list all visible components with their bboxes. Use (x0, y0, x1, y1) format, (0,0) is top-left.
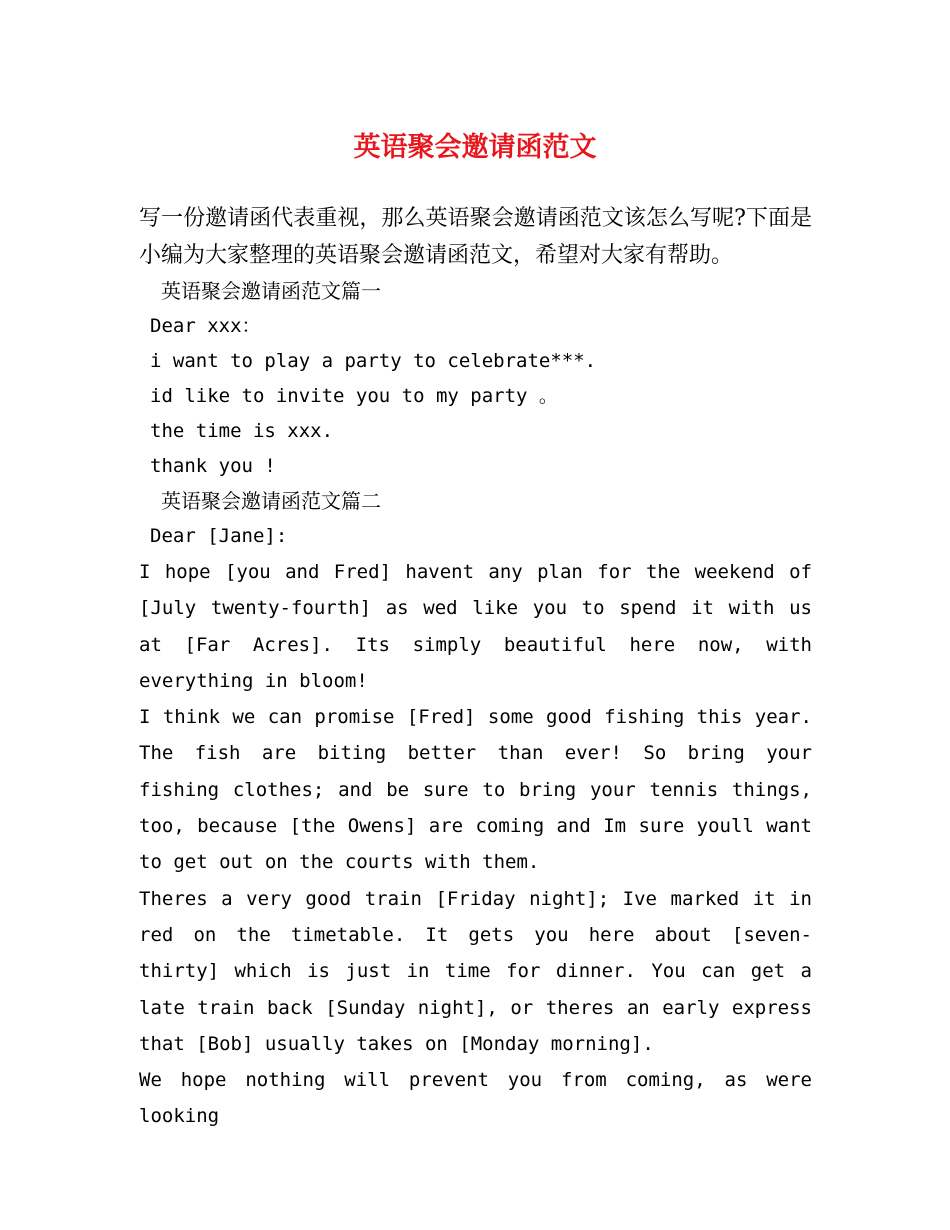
letter2-paragraph: I hope [you and Fred] havent any plan for the weekend of [July twenty-fourth] as wed like you to spend it with us at [Far Acres]. Its simply beautiful here now, with everything in bloom! (139, 561, 812, 692)
document-title: 英语聚会邀请函范文 (353, 132, 597, 163)
section-heading-2: 英语聚会邀请函范文篇二 (161, 489, 381, 513)
letter1-closing: thank you ! (150, 455, 276, 477)
letter1-line: i want to play a party to celebrate***. (150, 350, 597, 372)
letter2-paragraph: Theres a very good train [Friday night]; Ive marked it in red on the timetable. It gets you here about [seven-thirty] which is just in time for dinner. You can get a late train back [Sunday night], or theres an early express that [Bob] usually takes on [Monday morning]. (139, 887, 812, 1055)
letter1-line: id like to invite you to my party 。 (150, 385, 558, 407)
intro-paragraph: 写一份邀请函代表重视，那么英语聚会邀请函范文该怎么写呢?下面是小编为大家整理的英语聚会邀请函范文，希望对大家有帮助。 (139, 206, 812, 268)
section-heading-1: 英语聚会邀请函范文篇一 (161, 279, 381, 303)
document-body (139, 200, 812, 1135)
letter1-salutation: Dear xxx： (150, 315, 261, 337)
letter2-paragraph: We hope nothing will prevent you from coming, as were looking (139, 1069, 812, 1128)
letter1-line: the time is xxx. (150, 420, 334, 442)
letter2-paragraph: I think we can promise [Fred] some good fishing this year. The fish are biting better than ever! So bring your fishing clothes; and be sure to bring your tennis things, too, because [the Owens] are coming and Im sure youll want to get out on the courts with them. (139, 706, 812, 874)
letter2-salutation: Dear [Jane]: (150, 525, 288, 547)
